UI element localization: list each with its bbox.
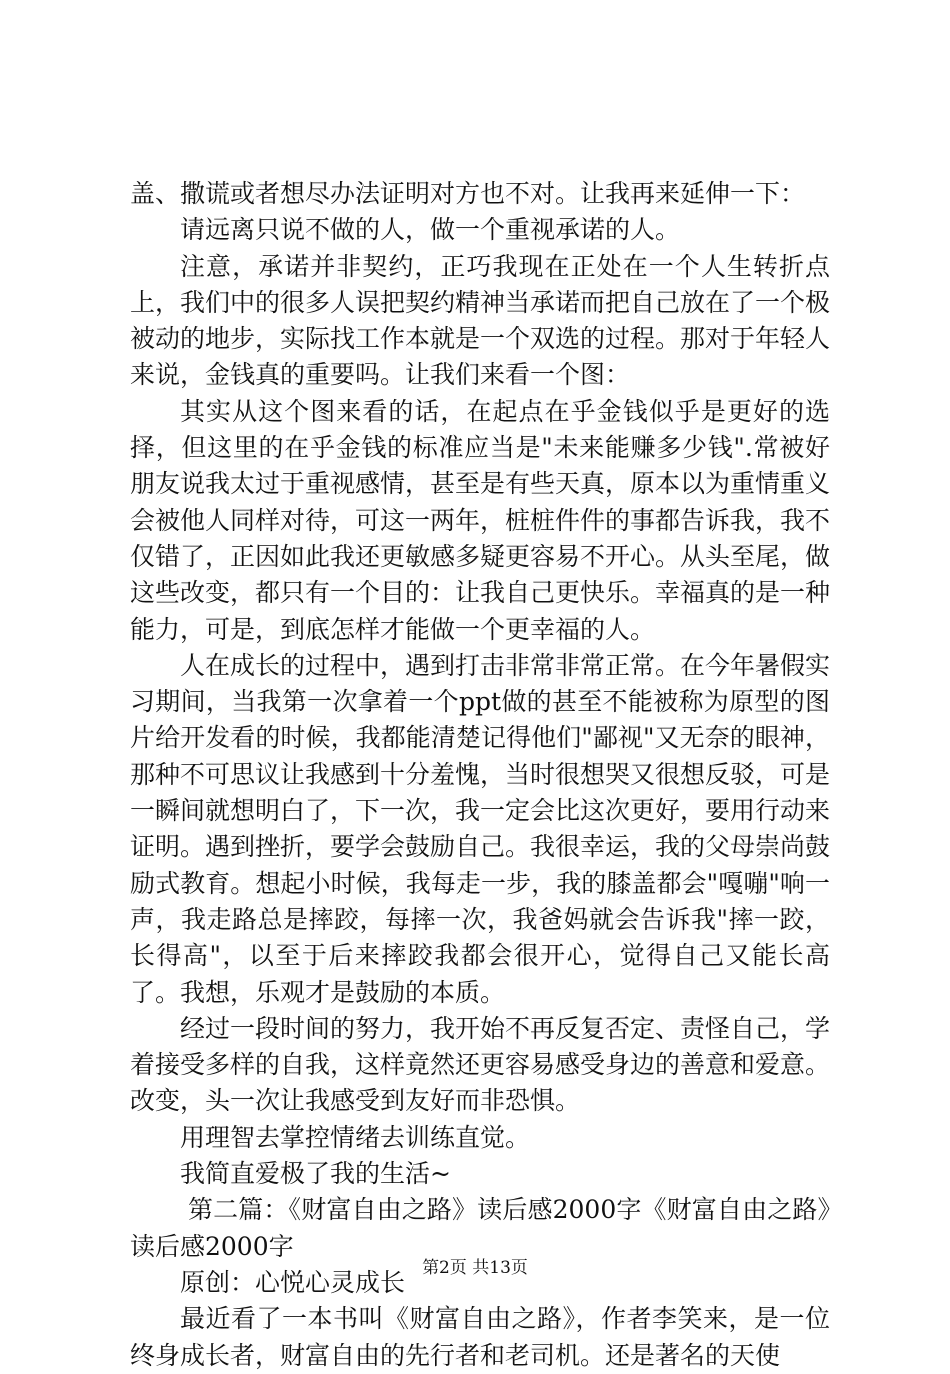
paragraph: 最近看了一本书叫《财富自由之路》，作者李笑来，是一位终身成长者，财富自由的先行者和老司机。还是著名的天使 xyxy=(130,1304,830,1370)
section-heading: 第二篇：《财富自由之路》读后感2000字《财富自由之路》读后感2000字 xyxy=(130,1195,830,1261)
page-number-footer: 第2页 共13页 xyxy=(422,1258,528,1278)
paragraph: 经过一段时间的努力，我开始不再反复否定、责怪自己，学着接受多样的自我，这样竟然还更容易感受身边的善意和爱意。改变，头一次让我感受到友好而非恐惧。 xyxy=(130,1013,831,1116)
paragraph: 人在成长的过程中，遇到打击非常非常正常。在今年暑假实习期间，当我第一次拿着一个ppt做的甚至不能被称为原型的图片给开发看的时候，我都能清楚记得他们"鄙视"又无奈的眼神，那种不可思议让我感到十分羞愧，当时很想哭又很想反驳，可是一瞬间就想明白了，下一次，我一定会比这次更好，要用行动来证明。遇到挫折，要学会鼓励自己。我很幸运，我的父母崇尚鼓励式教育。想起小时候，我每走一步，我的膝盖都会"嘎嘣"响一声，我走路总是摔跤，每摔一次，我爸妈就会告诉我"摔一跤，长得高"，以至于后来摔跤我都会很开心，觉得自己又能长高了。我想，乐观才是鼓励的本质。 xyxy=(130,650,831,1007)
paragraph: 注意，承诺并非契约，正巧我现在正处在一个人生转折点上，我们中的很多人误把契约精神当承诺而把自己放在了一个极被动的地步，实际找工作本就是一个双选的过程。那对于年轻人来说，金钱真的重要吗。让我们来看一个图： xyxy=(130,251,831,390)
paragraph: 我简直爱极了我的生活~ xyxy=(180,1159,451,1189)
paragraph-continuation: 盖、撒谎或者想尽办法证明对方也不对。让我再来延伸一下： xyxy=(130,179,806,208)
body-text xyxy=(130,176,830,1374)
paragraph: 用理智去掌控情绪去训练直觉。 xyxy=(180,1122,531,1152)
byline: 原创：心悦心灵成长 xyxy=(180,1267,406,1297)
paragraph: 请远离只说不做的人，做一个重视承诺的人。 xyxy=(180,215,681,245)
paragraph: 其实从这个图来看的话，在起点在乎金钱似乎是更好的选择，但这里的在乎金钱的标准应当是"未来能赚多少钱".常被好朋友说我太过于重视感情，甚至是有些天真，原本以为重情重义会被他人同样对待，可这一两年，桩桩件件的事都告诉我，我不仅错了，正因如此我还更敏感多疑更容易不开心。从头至尾，做这些改变，都只有一个目的：让我自己更快乐。幸福真的是一种能力，可是，到底怎样才能做一个更幸福的人。 xyxy=(130,396,831,644)
